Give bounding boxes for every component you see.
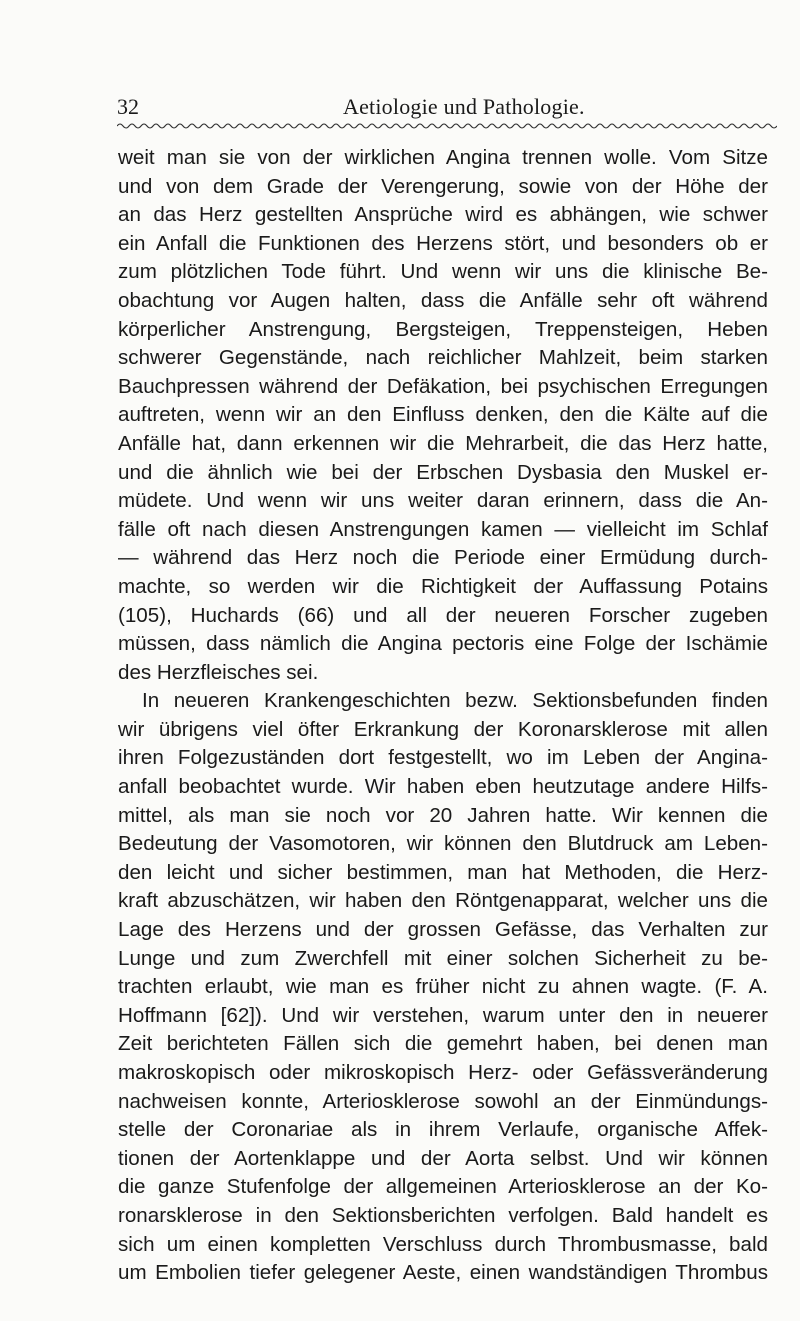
text-line: müdete. Und wenn wir uns weiter daran erinnern, dass die An- [118,489,768,513]
text-line: Bauchpressen während der Defäkation, bei psychischen Erregungen [118,374,768,398]
text-line: müssen, dass nämlich die Angina pectoris eine Folge der Ischämie [118,632,768,656]
text-line: In neueren Krankengeschichten bezw. Sektionsbefunden finden [142,689,768,713]
text-line: Anfälle hat, dann erkennen wir die Mehrarbeit, die das Herz hatte, [118,431,768,455]
decorative-wavy-rule [117,121,777,131]
text-line: ronarsklerose in den Sektionsberichten verfolgen. Bald handelt es [118,1203,768,1227]
text-line: um Embolien tiefer gelegener Aeste, einen wandständigen Thrombus [118,1261,768,1285]
text-line: Lage des Herzens und der grossen Gefässe, das Verhalten zur [118,918,768,942]
text-line: und die ähnlich wie bei der Erbschen Dysbasia den Muskel er- [118,460,768,484]
text-line: den leicht und sicher bestimmen, man hat Methoden, die Herz- [118,860,768,884]
text-line: kraft abzuschätzen, wir haben den Röntgenapparat, welcher uns die [118,889,768,913]
text-line: Hoffmann [62]). Und wir verstehen, warum unter den in neuerer [118,1003,768,1027]
text-line: (105), Huchards (66) und all der neueren Forscher zugeben [118,603,768,627]
text-line: schwerer Gegenstände, nach reichlicher Mahlzeit, beim starken [118,346,768,370]
text-line: des Herzfleisches sei. [118,660,319,684]
text-line: Lunge und zum Zwerchfell mit einer solchen Sicherheit zu be- [118,946,768,970]
text-line: fälle oft nach diesen Anstrengungen kamen — vielleicht im Schlaf [118,517,768,541]
running-header [117,94,777,120]
text-line: makroskopisch oder mikroskopisch Herz- oder Gefässveränderung [118,1061,768,1084]
text-line: trachten erlaubt, wie man es früher nicht zu ahnen wagte. (F. A. [118,975,768,999]
text-line: sich um einen kompletten Verschluss durch Thrombusmasse, bald [118,1232,768,1256]
text-line: anfall beobachtet wurde. Wir haben eben heutzutage andere Hilfs- [118,775,768,799]
text-line: auftreten, wenn wir an den Einfluss denken, den die Kälte auf die [118,403,768,427]
text-line: obachtung vor Augen halten, dass die Anfälle sehr oft während [118,288,768,312]
text-line: und von dem Grade der Verengerung, sowie von der Höhe der [118,174,768,198]
text-line: nachweisen konnte, Arteriosklerose sowohl an der Einmündungs- [118,1089,768,1113]
text-line: an das Herz gestellten Ansprüche wird es abhängen, wie schwer [118,203,768,227]
text-line: tionen der Aortenklappe und der Aorta selbst. Und wir können [118,1146,768,1170]
text-line: wir übrigens viel öfter Erkrankung der Koronarsklerose mit allen [118,717,768,741]
text-line: weit man sie von der wirklichen Angina trennen wolle. Vom Sitze [118,146,768,169]
text-line: die ganze Stufenfolge der allgemeinen Arteriosklerose an der Ko- [118,1175,768,1199]
running-title: Aetiologie und Pathologie. [343,94,585,119]
text-line: mittel, als man sie noch vor 20 Jahren hatte. Wir kennen die [118,803,768,827]
text-line: Zeit berichteten Fällen sich die gemehrt haben, bei denen man [118,1032,768,1056]
text-line: Bedeutung der Vasomotoren, wir können den Blutdruck am Leben- [118,832,768,856]
page-number: 32 [117,94,139,119]
text-line: körperlicher Anstrengung, Bergsteigen, Treppensteigen, Heben [118,317,768,341]
text-line: ein Anfall die Funktionen des Herzens stört, und besonders ob er [118,231,768,255]
text-line: — während das Herz noch die Periode einer Ermüdung durch- [118,546,768,570]
text-line: machte, so werden wir die Richtigkeit der Auffassung Potains [118,574,768,598]
body-text [118,144,768,1288]
text-line: ihren Folgezuständen dort festgestellt, wo im Leben der Angina- [118,746,768,770]
text-line: stelle der Coronariae als in ihrem Verlaufe, organische Affek- [118,1118,768,1142]
text-line: zum plötzlichen Tode führt. Und wenn wir uns die klinische Be- [118,260,768,284]
